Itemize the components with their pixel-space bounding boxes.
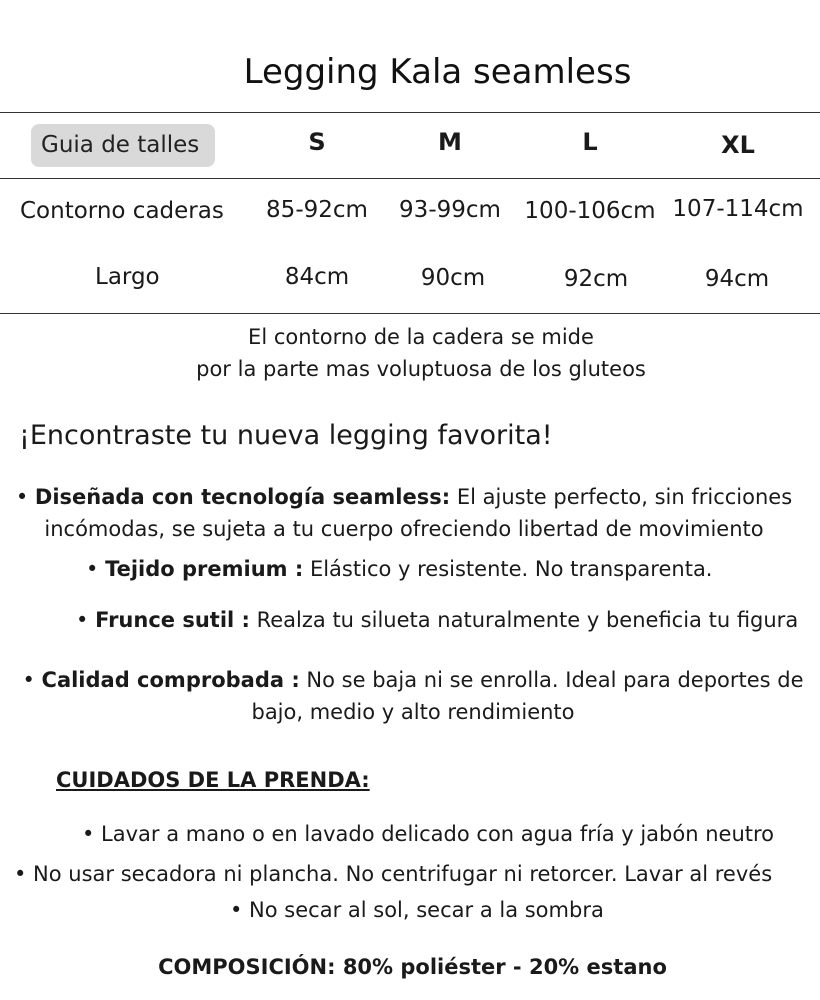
table-cell: 90cm [420, 265, 486, 291]
table-cell: 85-92cm [266, 197, 368, 223]
feature-bold: Calidad comprobada : [41, 668, 300, 692]
size-header-m: M [438, 128, 462, 156]
feature-text: Elástico y resistente. No transparenta. [303, 557, 713, 581]
care-title: CUIDADOS DE LA PRENDA: [56, 768, 370, 792]
table-bottom-divider [0, 313, 820, 314]
feature-text: El ajuste perfecto, sin fricciones [450, 485, 793, 509]
table-cell: 84cm [284, 264, 350, 290]
table-cell: 100-106cm [524, 198, 656, 224]
feature-item-quality: • Calidad comprobada : No se baja ni se enrolla. Ideal para deportes de bajo, medio y alto rendimiento [22, 668, 804, 724]
size-header-l: L [582, 128, 598, 156]
feature-text: bajo, medio y alto rendimiento [251, 700, 575, 724]
size-guide-badge: Guia de talles [31, 124, 215, 167]
feature-item-seamless: • Diseñada con tecnología seamless: El ajuste perfecto, sin fricciones incómodas, se sujeta a tu cuerpo ofreciendo libertad de movimiento [15, 485, 793, 541]
table-cell: 92cm [563, 266, 629, 292]
row-label-length: Largo [95, 264, 160, 290]
feature-item-fabric: • Tejido premium : Elástico y resistente. No transparenta. [86, 557, 713, 581]
feature-text: Realza tu silueta naturalmente y beneficia tu figura [249, 608, 799, 632]
table-cell: 93-99cm [399, 197, 501, 223]
care-item: • No usar secadora ni plancha. No centrifugar ni retorcer. Lavar al revés [14, 862, 773, 886]
feature-bold: Tejido premium : [105, 557, 304, 581]
table-header-divider [0, 178, 820, 179]
feature-text: No se baja ni se enrolla. Ideal para deportes de [299, 668, 804, 692]
feature-text: incómodas, se sujeta a tu cuerpo ofreciendo libertad de movimiento [44, 517, 764, 541]
size-header-s: S [308, 128, 326, 156]
page-title: Legging Kala seamless [243, 52, 632, 92]
feature-item-frunce: • Frunce sutil : Realza tu silueta naturalmente y beneficia tu figura [76, 608, 799, 632]
section-heading: ¡Encontraste tu nueva legging favorita! [19, 420, 553, 451]
measure-note-line1: El contorno de la cadera se mide [248, 325, 594, 349]
size-header-xl: XL [721, 131, 755, 159]
composition: COMPOSICIÓN: 80% poliéster - 20% estano [158, 955, 667, 979]
row-label-hips: Contorno caderas [20, 198, 224, 224]
care-item: • Lavar a mano o en lavado delicado con agua fría y jabón neutro [82, 822, 775, 846]
table-cell: 94cm [704, 266, 770, 292]
table-top-divider [0, 112, 820, 113]
care-item: • No secar al sol, secar a la sombra [230, 898, 604, 922]
feature-bold: Diseñada con tecnología seamless: [34, 485, 451, 509]
measure-note-line2: por la parte mas voluptuosa de los gluteos [196, 357, 646, 381]
table-cell: 107-114cm [672, 196, 804, 222]
feature-bold: Frunce sutil : [95, 608, 250, 632]
